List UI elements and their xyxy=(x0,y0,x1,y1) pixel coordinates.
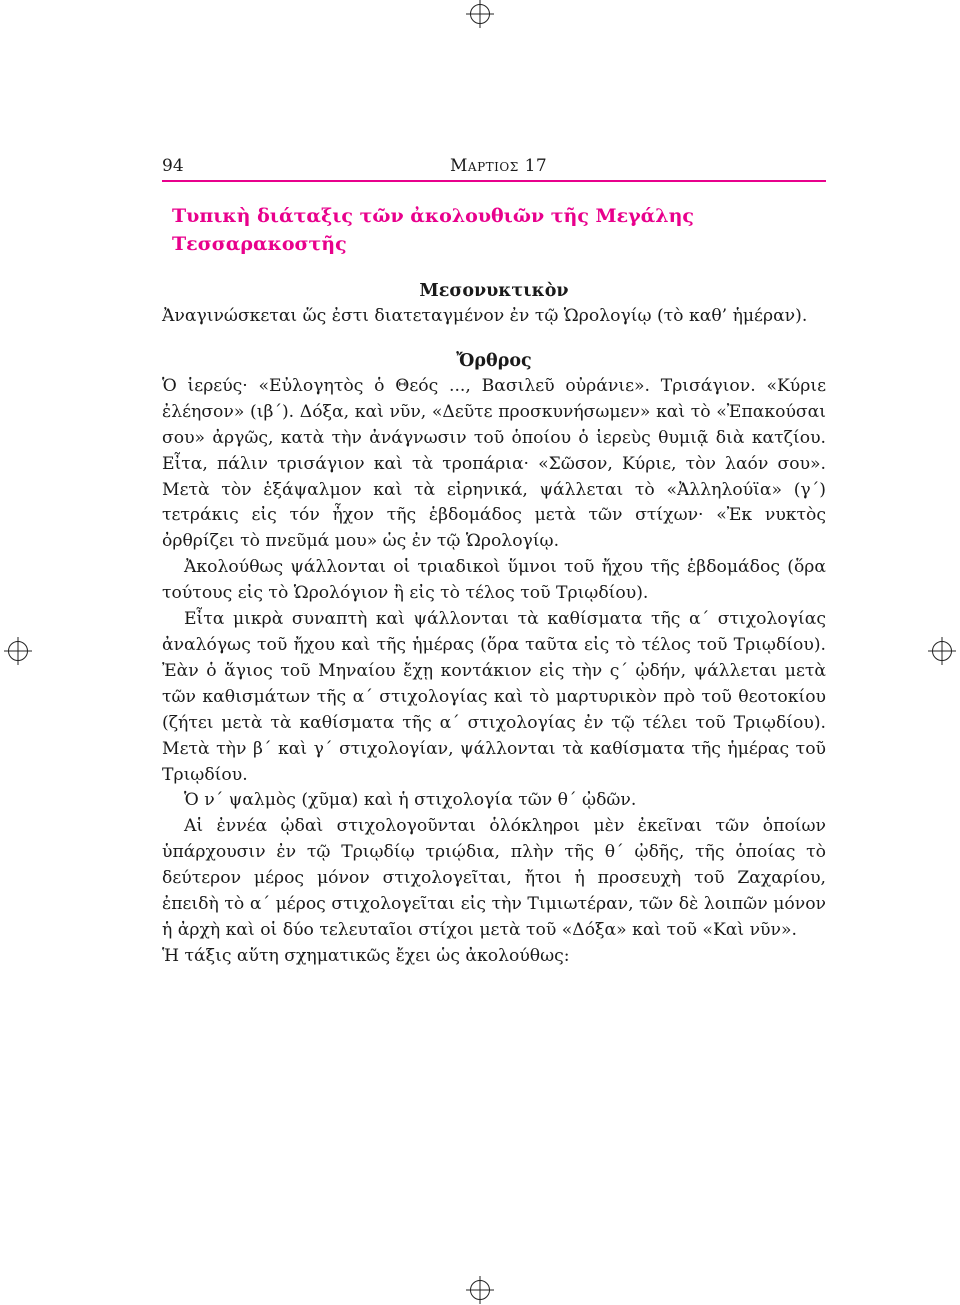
section-title: Τυπικὴ διάταξις τῶν ἀκολουθιῶν τῆς Μεγάλης Τεσσαρακοστῆς xyxy=(172,205,694,255)
mesonyktikon-heading: Μεσονυκτικὸν xyxy=(419,281,569,301)
running-head: Μαρτιος 17 xyxy=(450,156,548,176)
registration-mark-left-icon xyxy=(8,641,28,661)
orthros-paragraph-2: Ἀκολούθως ψάλλονται οἱ τριαδικοὶ ὕμνοι τοῦ ἤχου τῆς ἑβδομάδος (ὅρα τούτους εἰς τὸ Ὡρολόγιον ἢ εἰς τὸ τέλος τοῦ Τριῳδίου). xyxy=(162,557,826,604)
orthros-paragraph-3: Εἶτα μικρὰ συναπτὴ καὶ ψάλλονται τὰ καθίσματα τῆς α´ στιχολογίας ἀναλόγως τοῦ ἤχου καὶ τῆς ἡμέρας (ὅρα ταῦτα εἰς τὸ τέλος τοῦ Τριῳδίου). Ἐὰν ὁ ἅγιος τοῦ Μηναίου ἔχῃ κοντάκιον εἰς τὴν ς´ ᾠδήν, ψάλλεται μετὰ τῶν καθισμάτων τῆς α´ στιχολογίας καὶ τὸ μαρτυρικὸν πρὸ τοῦ θεοτοκίου (ζήτει μετὰ τὰ καθίσματα τῆς α´ στιχολογίας ἐν τῷ τέλει τοῦ Τριῳδίου). Μετὰ τὴν β´ καὶ γ´ στιχολογίαν, ψάλλονται τὰ καθίσματα τῆς ἡμέρας τοῦ Τριῳδίου. xyxy=(162,609,826,785)
registration-mark-top-icon xyxy=(470,4,490,24)
page-header xyxy=(162,156,826,182)
registration-mark-right-icon xyxy=(932,641,952,661)
orthros-heading: Ὄρθρος xyxy=(456,350,532,371)
orthros-paragraph-6: Ἡ τάξις αὕτη σχηματικῶς ἔχει ὡς ἀκολούθως: xyxy=(162,945,570,966)
orthros-paragraph-1: Ὁ ἱερεύς· «Εὐλογητὸς ὁ Θεός ..., Βασιλεῦ οὐράνιε». Τρισάγιον. «Κύριε ἐλέησον» (ιβ´). Δόξα, καὶ νῦν, «Δεῦτε προσκυνήσωμεν» καὶ τὸ «Ἐπακούσαι σου» ἀργῶς, κατὰ τὴν ἀνάγνωσιν τοῦ ὁποίου ὁ ἱερεὺς θυμιᾷ διὰ κατζίου. Εἶτα, πάλιν τρισάγιον καὶ τὰ τροπάρια· «Σῶσον, Κύριε, τὸν λαόν σου». Μετὰ τὸν ἑξάψαλμον καὶ τὰ εἰρηνικά, ψάλλεται τὸ «Ἀλληλούϊα» (γ´) τετράκις εἰς τόν ἦχον τῆς ἑβδομάδος μετὰ τῶν στίχων· «Ἐκ νυκτὸς ὀρθρίζει τὸ πνεῦμά μου» ὡς ἐν τῷ Ὡρολογίῳ. xyxy=(162,375,826,552)
orthros-paragraph-4: Ὁ ν´ ψαλμὸς (χῦμα) καὶ ἡ στιχολογία τῶν θ´ ᾠδῶν. xyxy=(184,790,637,811)
orthros-paragraph-5: Αἱ ἐννέα ᾠδαὶ στιχολογοῦνται ὁλόκληροι μὲν ἐκεῖναι τῶν ὁποίων ὑπάρχουσιν ἐν τῷ Τριῳδίῳ τριῴδια, πλὴν τῆς θ´ ᾠδῆς, τῆς ὁποίας τὸ δεύτερον μέρος μόνον στιχολογεῖται, ἤτοι ἡ προσευχὴ τοῦ Ζαχαρίου, ἐπειδὴ τὸ α´ μέρος στιχολογεῖται εἰς τὴν Τιμιωτέραν, τῶν δὲ λοιπῶν μόνον ἡ ἀρχὴ καὶ οἱ δύο τελευταῖοι στίχοι μετὰ τοῦ «Δόξα» καὶ τοῦ «Καὶ νῦν». xyxy=(162,816,826,940)
registration-mark-bottom-icon xyxy=(470,1280,490,1300)
mesonyktikon-text: Ἀναγινώσκεται ὥς ἐστι διατεταγμένον ἐν τῷ Ὡρολογίῳ (τὸ καθ’ ἡμέραν). xyxy=(162,306,808,326)
page-number: 94 xyxy=(162,156,184,176)
page-body xyxy=(162,202,826,970)
